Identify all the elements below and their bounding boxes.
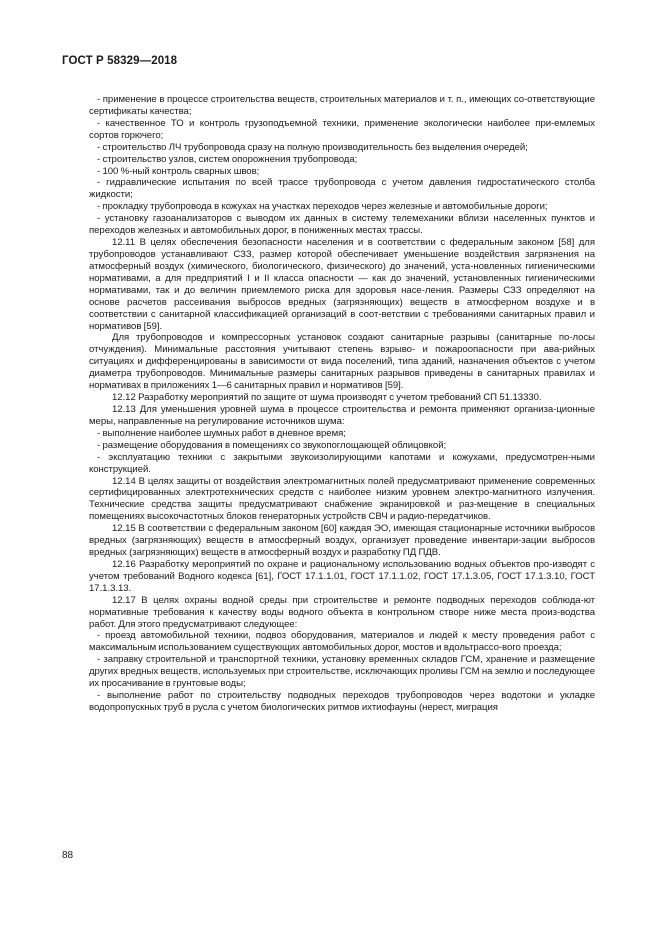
list-item: - эксплуатацию техники с закрытыми звукоизолирующими капотами и кожухами, предусмотрен-ными конструкцией.: [89, 451, 595, 475]
list-item: - гидравлические испытания по всей трассе трубопровода с учетом давления гидростатического столба жидкости;: [89, 177, 595, 201]
list-item: - проезд автомобильной техники, подвоз оборудования, материалов и людей к месту проведения работ с максимальным использованием существующих автомобильных дорог, мостов и вдольтрассо-вого проезда;: [89, 630, 595, 654]
page-number: 88: [62, 850, 74, 861]
list-item: - строительство узлов, систем опорожнения трубопровода;: [97, 153, 358, 165]
document-header: ГОСТ Р 58329—2018: [62, 55, 178, 67]
list-item: - выполнение работ по строительству подводных переходов трубопроводов через водотоки и укладке водопропускных труб в русла с учетом биологических ритмов ихтиофауны (нерест, миграция: [89, 690, 595, 714]
document-body: [89, 94, 595, 714]
paragraph-12-12: 12.12 Разработку мероприятий по защите от шума производят с учетом требований СП 51.13330.: [112, 392, 542, 404]
list-item: - заправку строительной и транспортной техники, установку временных складов ГСМ, хранение и размещение других вредных веществ, используемых при строительстве, исключающих проливы ГСМ на землю и последующее их просачивание в грунтовые воды;: [89, 654, 595, 690]
paragraph-12-17: 12.17 В целях охраны водной среды при строительстве и ремонте подводных переходов соблюда-ют нормативные требования к качеству воды водного объекта в контрольном створе ниже места произ-водства работ. Для этого предусматривают следующее:: [89, 594, 595, 630]
list-item: - качественное ТО и контроль грузоподъемной техники, применение экологически наиболее при-емлемых сортов горючего;: [89, 117, 595, 141]
list-item: - применение в процессе строительства веществ, строительных материалов и т. п., имеющих со-ответствующие сертификаты качества;: [89, 94, 595, 117]
list-item: - установку газоанализаторов с выводом их данных в систему телемеханики вблизи населенных пунктов и переходов железных и автомобильных дорог, в пониженных местах трассы.: [89, 213, 595, 237]
list-item: - размещение оборудования в помещениях со звукопоглощающей облицовкой;: [97, 439, 447, 451]
paragraph-12-14: 12.14 В целях защиты от воздействия электромагнитных полей предусматривают применение современных сертифицированных электротехнических средств с наиболее низким уровнем электро-магнитного излучения. Технические средства защиты предусматривают снабжение экранировкой и раз-мещение в специальных помещениях высокочастотных блоков генераторных устройств СВЧ и радио-передатчиков.: [89, 475, 595, 523]
list-item: - 100 %-ный контроль сварных швов;: [97, 165, 260, 177]
list-item: - выполнение наиболее шумных работ в дневное время;: [97, 427, 346, 439]
list-item: - прокладку трубопровода в кожухах на участках переходов через железные и автомобильные дороги;: [97, 201, 548, 213]
paragraph-12-15: 12.15 В соответствии с федеральным законом [60] каждая ЭО, имеющая стационарные источники выбросов вредных (загрязняющих) веществ в атмосферный воздух, организует проведение инвентари-зации выбросов вредных (загрязняющих) веществ в атмосферный воздух и разработку ПД ПДВ.: [89, 523, 595, 559]
paragraph-12-11: 12.11 В целях обеспечения безопасности населения и в соответствии с федеральным законом [58] для трубопроводов устанавливают СЗЗ, размер которой обеспечивает уменьшение воздействия загрязнения на атмосферный воздух (химического, биологического, физического) до значений, уста-новленных гигиеническими нормативами, а для предприятий I и II класса опасности — как до значений, установленных гигиеническими нормативами, так и до величин приемлемого риска для здоровья насе-ления. Размеры СЗЗ определяют на основе расчетов рассеивания выбросов вредных (загрязняющих) веществ в атмосферном воздухе и в соответствии с санитарной классификацией организаций в соот-ветствии с требованиями санитарных правил и нормативов [59].: [89, 237, 595, 332]
paragraph-12-13: 12.13 Для уменьшения уровней шума в процессе строительства и ремонта применяют организа-ционные меры, направленные на регулирование источников шума:: [89, 403, 595, 427]
paragraph-sanitary-gaps: Для трубопроводов и компрессорных установок создают санитарные разрывы (санитарные по-лосы отчуждения). Минимальные расстояния учитывают степень взрыво- и пожароопасности при ава-рийных ситуациях и дифференцированы в зависимости от вида поселений, типа зданий, назначения объектов с учетом диаметра трубопроводов. Минимальные размеры санитарных разрывов приведены в санитарных правилах и нормативах в приложениях 1—6 санитарных правил и нормативов [59].: [89, 332, 595, 392]
paragraph-12-16: 12.16 Разработку мероприятий по охране и рациональному использованию водных объектов про-изводят с учетом требований Водного кодекса [61], ГОСТ 17.1.1.01, ГОСТ 17.1.1.02, ГОСТ 17.1.3.05, ГОСТ 17.1.3.10, ГОСТ 17.1.3.13.: [89, 558, 595, 594]
list-item: - строительство ЛЧ трубопровода сразу на полную производительность без выделения очередей;: [97, 141, 528, 153]
